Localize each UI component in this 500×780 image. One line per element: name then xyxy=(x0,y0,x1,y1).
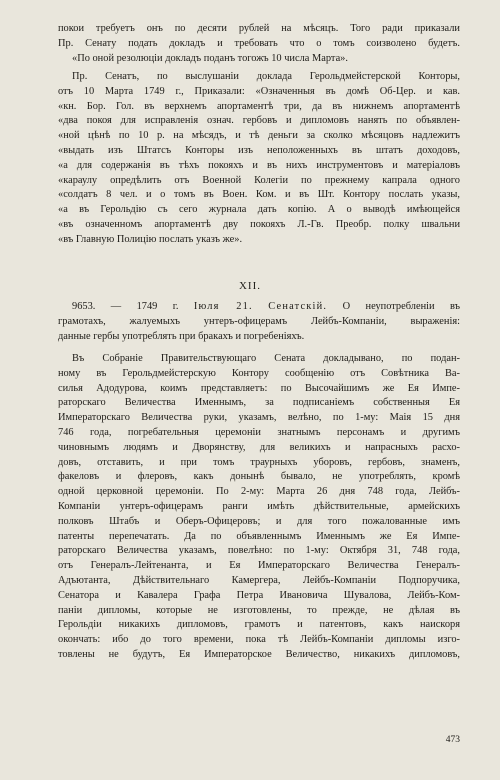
text-line: покои требуетъ онъ по десяти рублей на мѣсяцъ. Того ради приказали xyxy=(58,23,460,34)
text-line: «По оной резолюціи докладъ поданъ тогожъ 10 числа Марта». xyxy=(72,52,348,64)
document-header xyxy=(58,300,460,344)
document-source: Сенатскій. xyxy=(268,301,328,312)
text-line: отъ Генералъ-Лейтенанта, и Ея Императорскаго Величества Генералъ- xyxy=(58,560,460,572)
paragraph-1 xyxy=(58,22,460,66)
text-line: окончать: ибо до того времени, пока тѣ Лейбъ-Компаніи дипломы изго- xyxy=(58,634,460,646)
section-number: XII. xyxy=(238,280,262,292)
page-number: 473 xyxy=(445,735,460,745)
text-line: «выдать изъ Штатсъ Конторы изъ неположенныхъ въ штатъ доходовъ, xyxy=(58,144,460,156)
text-line: чиновнымъ людямъ и Дворянству, для великихъ и напрасныхъ расхо- xyxy=(58,441,460,453)
text-line: раторскаго Величества указамъ, повелѣно: по 1-му: Октября 31, 748 года, xyxy=(58,545,460,557)
text-line: Герольдіи никакихъ дипломовъ, грамотъ и патентовъ, какъ наискоря xyxy=(58,619,460,631)
document-number: 9653. — 1749 г. xyxy=(72,301,179,312)
document-header-line xyxy=(58,300,460,315)
text-line: Пр. Сенату подать докладъ и требовать что о томъ соизволено будетъ. xyxy=(58,37,460,49)
text-line: Пр. Сенатъ, по выслушаніи доклада Герольдмейстерской Конторы, xyxy=(72,71,460,82)
text-line: патенты перепечатать. Да по объявленнымъ Именнымъ же Ея Импе- xyxy=(58,530,460,542)
text-line: «а для содержанія въ тѣхъ покояхъ и въ нихъ инструментовъ и матеріаловъ xyxy=(58,159,460,171)
text-line: Въ Собраніе Правительствующаго Сената докладывано, по подан- xyxy=(72,353,460,364)
text-line: паніи дипломы, которые не изготовлены, то прежде, не дѣлая въ xyxy=(58,604,460,616)
text-line: товлены не будутъ, Ея Императорское Величество, никакихъ дипломовъ, xyxy=(58,648,460,660)
text-line: Компаніи унтеръ-офицерамъ ранги имѣть дѣйствительные, армейскихъ xyxy=(58,500,460,512)
text-line: силья Адодурова, коимъ представляетъ: по Высочайшимъ же Ея Импе- xyxy=(58,382,460,394)
text-line: ному въ Герольдмейстерскую Контору сообщенію отъ Совѣтника Ва- xyxy=(58,367,460,379)
text-line: «солдатъ 8 чел. и о томъ въ Воен. Ком. и въ Шт. Контору послать указы, xyxy=(58,189,460,201)
text-line: довъ, отставить, и при томъ траурныхъ уборовъ, гербовъ, знаменъ, xyxy=(58,456,460,468)
paragraph-2 xyxy=(58,70,460,248)
text-line: «караулу опредѣлить отъ Военной Колегіи по прежнему капрала одного xyxy=(58,174,460,186)
text-line: Адъютанта, Дѣйствительнаго Камергера, Лейбъ-Компаніи Подпоручика, xyxy=(58,574,460,586)
document-summary-line: данные гербы употреблять при бракахъ и погребеніяхъ. xyxy=(58,330,305,342)
text-line: «въ Главную Полицію послать указъ же». xyxy=(58,233,243,245)
body-text xyxy=(58,352,460,663)
text-line: отъ 10 Марта 1749 г., Приказали: «Означенныя въ домѣ Об-Цер. и кав. xyxy=(58,85,460,97)
document-summary-start: О неупотребленіи въ xyxy=(342,301,460,312)
document-date: Іюля 21. xyxy=(193,301,253,312)
text-line: одной церковной церемоніи. По 2-му: Марта 26 дня 748 года, Лейбъ- xyxy=(58,486,460,498)
text-line: раторскаго Величества Именнымъ, за подписаніемъ собственныя Ея xyxy=(58,397,460,409)
text-line: «въ означенномъ апортаментѣ дву покояхъ Л.-Гв. Преобр. полку швальни xyxy=(58,218,460,230)
text-line: «кн. Бор. Гол. въ верхнемъ апортаментѣ три, да въ нижнемъ апортаментѣ xyxy=(58,100,460,112)
text-line: Сенатора и Кавалера Графа Петра Ивановича Шувалова, Лейбъ-Ком- xyxy=(58,589,460,601)
text-line: «два покоя для исправленія означ. гербовъ и дипломовъ нанять по объявлен- xyxy=(58,115,460,127)
text-line: факеловъ и флеровъ, какъ донынѣ бывало, не употреблять, кромѣ xyxy=(58,471,460,483)
text-line: «а въ Герольдію съ сего журнала дать копію. А о выводѣ имѣющейся xyxy=(58,204,460,216)
document-summary-line: грамотахъ, жалуемыхъ унтеръ-офицерамъ Лейбъ-Компаніи, выраженія: xyxy=(58,315,460,327)
text-line: Императорскаго Величества руки, указамъ, велѣно, по 1-му: Маія 15 дня xyxy=(58,412,460,424)
text-line: «ной цѣнѣ по 10 р. на мѣсядъ, и тѣ деньги за сколко мѣсяцовъ надлежитъ xyxy=(58,130,460,142)
text-line: полковъ Штабъ и Оберъ-Офицеровъ; и для того пожалованные имъ xyxy=(58,515,460,527)
text-line: 746 года, погребательныя церемоніи знатнымъ персонамъ и другимъ xyxy=(58,426,460,438)
